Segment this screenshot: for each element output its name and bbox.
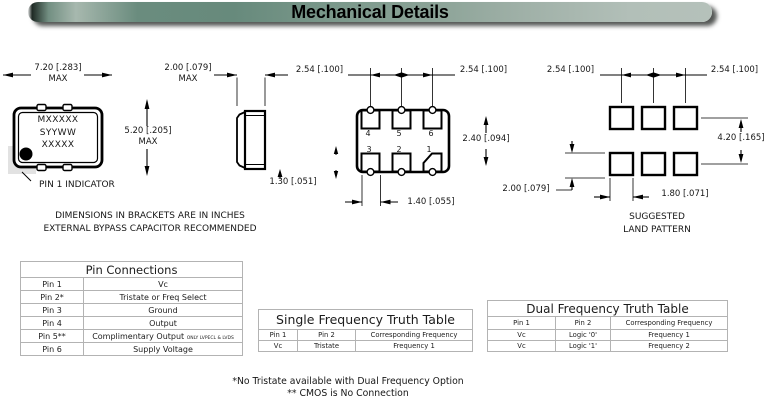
land-pad — [610, 153, 633, 175]
sft-title: Single Frequency Truth Table — [259, 310, 473, 330]
pin-number-5: 5 — [396, 129, 402, 138]
dim-pitch-bv-left: 2.54 [.100] — [295, 65, 344, 75]
dim-land-pad-height: 2.00 [.079] — [502, 184, 550, 194]
land-pad — [674, 153, 697, 175]
footnote-tristate: *No Tristate available with Dual Frequency Option — [232, 376, 464, 387]
table-row: Vc Logic '1' Frequency 2 — [488, 341, 728, 352]
table-row: Vc Tristate Frequency 1 — [259, 341, 473, 352]
pin-number-4: 4 — [365, 129, 371, 138]
package-marking: MXXXXX SYYWW XXXXX — [37, 115, 79, 150]
table-row: Vc Logic '0' Frequency 1 — [488, 330, 728, 341]
dim-pitch-lp-left: 2.54 [.100] — [546, 65, 595, 75]
table-header-row: Pin 1 Pin 2 Corresponding Frequency — [259, 330, 473, 341]
pin5-note: ONLY LVPECL & LVDS — [186, 335, 234, 341]
side-view-drawing — [214, 73, 288, 179]
land-pad — [674, 107, 697, 129]
note-inches: DIMENSIONS IN BRACKETS ARE IN INCHES — [55, 211, 245, 221]
dim-row-span: 4.20 [.165] — [717, 133, 765, 143]
dim-pad-width: 1.40 [.055] — [407, 197, 455, 207]
table-row: Pin 5** Complimentary Output ONLY LVPECL & LVDS — [21, 330, 243, 343]
general-notes — [25, 210, 275, 236]
dim-base: 1.30 [.051] — [269, 177, 317, 187]
table-row: Pin 1 Vc — [21, 278, 243, 291]
dft-title: Dual Frequency Truth Table — [488, 301, 728, 317]
dim-height: 5.20 [.205] MAX — [124, 126, 172, 147]
note-bypass: EXTERNAL BYPASS CAPACITOR RECOMMENDED — [43, 224, 257, 234]
page-title: Mechanical Details — [291, 1, 449, 22]
land-pattern-caption: SUGGESTED LAND PATTERN — [623, 212, 691, 235]
dim-pitch-bv-right: 2.54 [.100] — [459, 65, 508, 75]
table-row: Pin 2* Tristate or Freq Select — [21, 291, 243, 304]
pin-number-1: 1 — [426, 145, 432, 154]
land-pad — [642, 107, 665, 129]
pin-number-3: 3 — [366, 145, 372, 154]
land-pad — [610, 107, 633, 129]
dual-frequency-truth-table — [487, 300, 728, 352]
dim-land-pad-width: 1.80 [.071] — [661, 189, 709, 199]
footnote-cmos: ** CMOS is No Connection — [287, 388, 409, 399]
dim-row-gap: 2.40 [.094] — [462, 134, 510, 144]
pin-table-title: Pin Connections — [21, 262, 243, 278]
single-frequency-truth-table — [258, 309, 473, 352]
pin-number-6: 6 — [428, 129, 434, 138]
table-header-row: Pin 1 Pin 2 Corresponding Frequency — [488, 317, 728, 330]
land-pad — [642, 153, 665, 175]
pin-connections-table — [20, 261, 243, 356]
table-row: Pin 4 Output — [21, 317, 243, 330]
pin1-indicator-label: PIN 1 INDICATOR — [39, 180, 115, 190]
table-row: Pin 3 Ground — [21, 304, 243, 317]
dim-thickness: 2.00 [.079] MAX — [164, 63, 212, 84]
table-row: Pin 6 Supply Voltage — [21, 343, 243, 356]
dim-pitch-lp-right: 2.54 [.100] — [710, 65, 759, 75]
footnotes — [178, 376, 518, 400]
dim-width: 7.20 [.283] MAX — [34, 63, 82, 84]
pin-number-2: 2 — [396, 145, 402, 154]
